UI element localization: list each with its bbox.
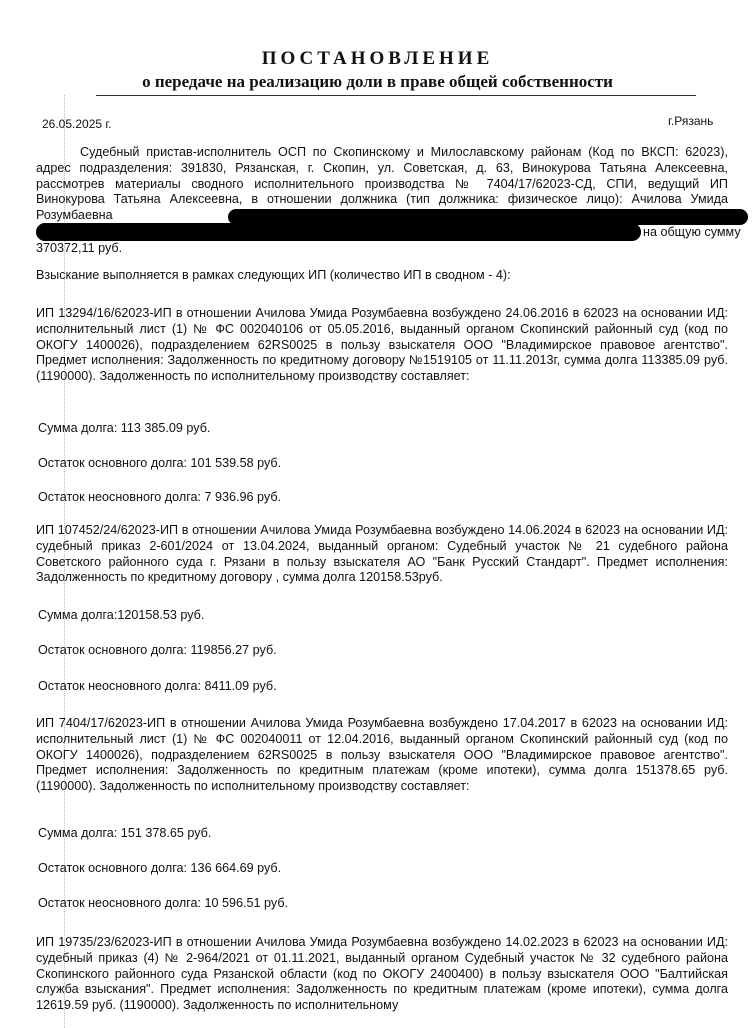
document-date: 26.05.2025 г. xyxy=(42,117,112,131)
intro-paragraph: Судебный пристав-исполнитель ОСП по Скопинскому и Милославскому районам (Код по ВКСП: 62023), адрес подразделения: 391830, Рязанская, г. Скопин, ул. Советская, д. 63, Винокурова Татьяна Алексеевна, рассмотрев материалы сводного исполнительного производства № 7404/17/62023-СД, СПИ, ведущий ИП Винокурова Татьяна Алексеевна, в отношении должника (тип должника: физическое лицо): Ачилова Умида Розумбаевна xyxy=(36,145,728,223)
case-paragraph: ИП 107452/24/62023-ИП в отношении Ачилова Умида Розумбаевна возбуждено 14.06.2024 в 62023 на основании ИД: судебный приказ 2-601/2024 от 13.04.2024, выданный органом: Судебный участок № 21 судебного района Советского районного суда г. Рязани в пользу взыскателя АО "Банк Русский Стандарт". Предмет исполнения: Задолженность по кредитному договору , сумма долга 120158.53руб. xyxy=(36,523,728,585)
case-debt-sum: Сумма долга:120158.53 руб. xyxy=(38,608,205,622)
case-other-debt: Остаток неосновного долга: 8411.09 руб. xyxy=(38,679,277,693)
case-main-debt: Остаток основного долга: 119856.27 руб. xyxy=(38,643,277,657)
redaction-bar xyxy=(36,223,641,241)
case-debt-sum: Сумма долга: 151 378.65 руб. xyxy=(38,826,212,840)
document-subtitle: о передаче на реализацию доли в праве общей собственности xyxy=(142,72,613,91)
title-underline xyxy=(96,95,696,96)
case-paragraph: ИП 13294/16/62023-ИП в отношении Ачилова Умида Розумбаевна возбуждено 24.06.2016 в 62023 на основании ИД: исполнительный лист (1) № ФС 002040106 от 05.05.2016, выданный органом Скопинский районный суд (код по ОКОГУ 1400026), подразделением 62RS0025 в пользу взыскателя ООО "Владимирское правовое агентство". Предмет исполнения: Задолженность по кредитному договору №1519105 от 11.11.2013г, сумма долга 113385.09 руб. (1190000). Задолженность по исполнительному производству составляет: xyxy=(36,306,728,384)
case-main-debt: Остаток основного долга: 136 664.69 руб. xyxy=(38,861,282,875)
total-sum-value: 370372,11 руб. xyxy=(36,241,123,255)
cases-intro: Взыскание выполняется в рамках следующих ИП (количество ИП в сводном - 4): xyxy=(36,268,511,282)
case-debt-sum: Сумма долга: 113 385.09 руб. xyxy=(38,421,211,435)
case-paragraph: ИП 7404/17/62023-ИП в отношении Ачилова Умида Розумбаевна возбуждено 17.04.2017 в 62023 на основании ИД: исполнительный лист (1) № ФС 002040011 от 12.04.2016, выданный органом Скопинский районный суд (код по ОКОГУ 1400026), подразделением 62RS0025 в пользу взыскателя ООО "Владимирское правовое агентство". Предмет исполнения: Задолженность по кредитным платежам (кроме ипотеки), сумма долга 151378.65 руб. (1190000). Задолженность по исполнительному производству составляет: xyxy=(36,716,728,794)
case-paragraph: ИП 19735/23/62023-ИП в отношении Ачилова Умида Розумбаевна возбуждено 14.02.2023 в 62023 на основании ИД: судебный приказ (4) № 2-964/2021 от 01.11.2021, выданный органом Судебный участок № 32 судебного района Скопинского районного суда Рязанской области (код по ОКОГУ 2400400) в пользу взыскателя ООО "Балтийская служба взыскания". Предмет исполнения: Задолженность по кредитным платежам (кроме ипотеки), сумма долга 12619.59 руб. (1190000). Задолженность по исполнительному xyxy=(36,935,728,1013)
case-other-debt: Остаток неосновного долга: 10 596.51 руб. xyxy=(38,896,289,910)
total-sum-label: на общую сумму xyxy=(643,225,741,239)
document-city: г.Рязань xyxy=(668,114,714,128)
case-main-debt: Остаток основного долга: 101 539.58 руб. xyxy=(38,456,282,470)
case-other-debt: Остаток неосновного долга: 7 936.96 руб. xyxy=(38,490,282,504)
document-title: ПОСТАНОВЛЕНИЕ xyxy=(261,48,494,69)
